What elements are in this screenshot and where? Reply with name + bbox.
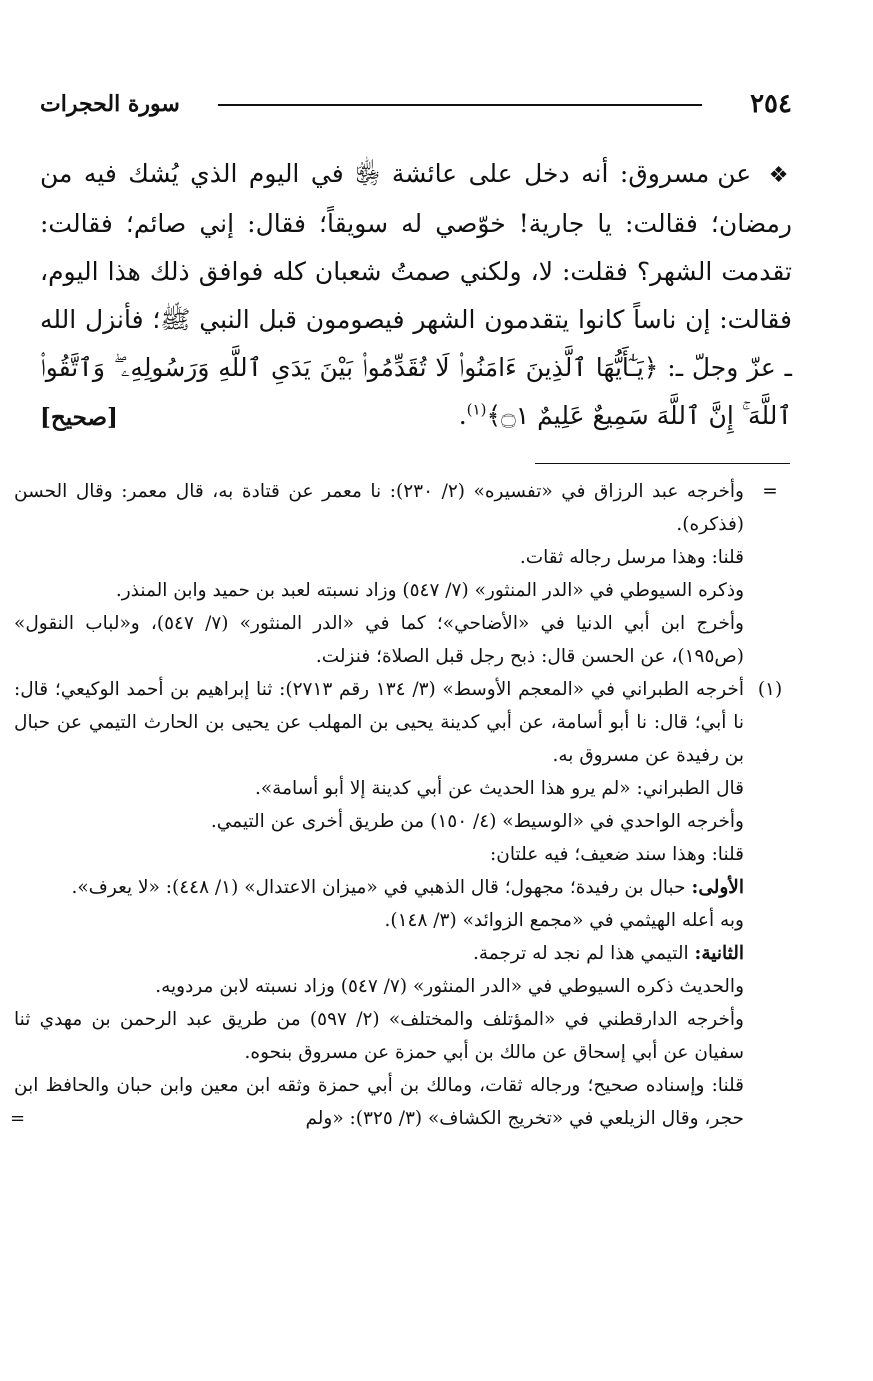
page-header bbox=[40, 86, 792, 122]
footnote-paragraph: وأخرج ابن أبي الدنيا في «الأضاحي»؛ كما في «الدر المنثور» (٧/ ٥٤٧)، و«لباب النقول» (ص١٩٥)، عن الحسن قال: ذبح رجل قبل الصلاة؛ فنزلت. bbox=[14, 613, 744, 667]
footnote-paragraph: قلنا: وهذا سند ضعيف؛ فيه علتان: bbox=[490, 844, 744, 865]
first-defect-label: الأولى: bbox=[691, 877, 744, 898]
footnote-paragraph: قلنا: وإسناده صحيح؛ ورجاله ثقات، ومالك بن أبي حمزة وثقه ابن معين وابن حبان والحافظ ابن حجر، وقال الزيلعي في «تخريج الكشاف» (٣/ ٣٢٥): «ولم bbox=[14, 1075, 744, 1129]
footnote-paragraph: أخرجه الطبراني في «المعجم الأوسط» (٣/ ١٣٤ رقم ٢٧١٣): ثنا إبراهيم بن أحمد الوكيعي؛ قال: نا أبي؛ قال: نا أبو أسامة، عن أبي كدينة يحيى بن المهلب عن يحيى بن الحارث التيمي عن حبال بن رفيدة عن مسروق به. bbox=[14, 679, 744, 766]
first-defect-text: حبال بن رفيدة؛ مجهول؛ قال الذهبي في «ميزان الاعتدال» (١/ ٤٤٨): «لا يعرف». bbox=[71, 877, 686, 898]
hadith-grade: [صحيح] bbox=[40, 404, 118, 431]
footnote-1 bbox=[10, 673, 790, 1135]
hadith-text bbox=[40, 150, 792, 440]
end-continuation-mark: = bbox=[10, 1108, 26, 1129]
footnote-paragraph: وبه أعله الهيثمي في «مجمع الزوائد» (٣/ ١٤٨). bbox=[384, 910, 744, 931]
continuation-mark: = bbox=[762, 481, 778, 502]
footnote-continuation bbox=[14, 475, 790, 673]
footnote-paragraph bbox=[14, 871, 744, 904]
footnote-paragraph: وذكره السيوطي في «الدر المنثور» (٧/ ٥٤٧) وزاد نسبته لعبد بن حميد وابن المنذر. bbox=[115, 580, 744, 601]
footnote-reference[interactable]: (١) bbox=[466, 400, 487, 419]
page-number: ٢٥٤ bbox=[750, 89, 792, 119]
diamond-bullet-icon: ❖ bbox=[768, 163, 792, 188]
second-defect-text: التيمي هذا لم نجد له ترجمة. bbox=[472, 943, 689, 964]
footnote-1-marker[interactable]: (١) bbox=[757, 679, 783, 700]
second-defect-label: الثانية: bbox=[694, 943, 744, 964]
quran-verse: ﴿يَـٰٓأَيُّهَا ٱلَّذِينَ ءَامَنُوا۟ لَا تُقَدِّمُوا۟ بَيْنَ يَدَىِ ٱللَّهِ وَرَسُولِهِۦ ۖ وَٱتَّقُوا۟ ٱللَّهَ ۚ إِنَّ ٱللَّهَ سَمِيعٌ عَلِيمٌ ۝١﴾ bbox=[40, 353, 792, 430]
footnote-paragraph bbox=[14, 937, 744, 970]
footnote-separator bbox=[535, 463, 790, 464]
header-rule bbox=[218, 104, 702, 106]
hadith-block bbox=[40, 150, 792, 440]
footnote-paragraph: وأخرجه الدارقطني في «المؤتلف والمختلف» (٢/ ٥٩٧) من طريق عبد الرحمن بن مهدي ثنا سفيان عن أبي إسحاق عن مالك بن أبي حمزة عن مسروق بنحوه. bbox=[14, 1009, 744, 1063]
footnote-paragraph: قال الطبراني: «لم يرو هذا الحديث عن أبي كدينة إلا أبو أسامة». bbox=[254, 778, 744, 799]
hadith-narration: عن مسروق: أنه دخل على عائشة ﵂ في اليوم الذي يُشك فيه من رمضان؛ فقالت: يا جارية! خوّصي له سويقاً؛ فقال: إني صائم؛ فقالت: تقدمت الشهر؟ فقلت: لا، ولكني صمتُ شعبان كله فوافق ذلك هذا اليوم، فقالت: إن ناساً كانوا يتقدمون الشهر فيصومون قبل النبي ﷺ؛ فأنزل الله ـ عزّ وجلّ ـ: bbox=[40, 159, 792, 382]
surah-title: سورة الحجرات bbox=[40, 91, 180, 117]
end-dot: . bbox=[458, 401, 467, 430]
footnotes bbox=[10, 475, 790, 1135]
footnote-paragraph: والحديث ذكره السيوطي في «الدر المنثور» (٧/ ٥٤٧) وزاد نسبته لابن مردويه. bbox=[155, 976, 744, 997]
footnote-paragraph: وأخرجه الواحدي في «الوسيط» (٤/ ١٥٠) من طريق أخرى عن التيمي. bbox=[210, 811, 744, 832]
footnote-paragraph: قلنا: وهذا مرسل رجاله ثقات. bbox=[519, 547, 744, 568]
footnote-paragraph: وأخرجه عبد الرزاق في «تفسيره» (٢/ ٢٣٠): نا معمر عن قتادة به، قال معمر: وقال الحسن (فذكره). bbox=[14, 481, 744, 535]
